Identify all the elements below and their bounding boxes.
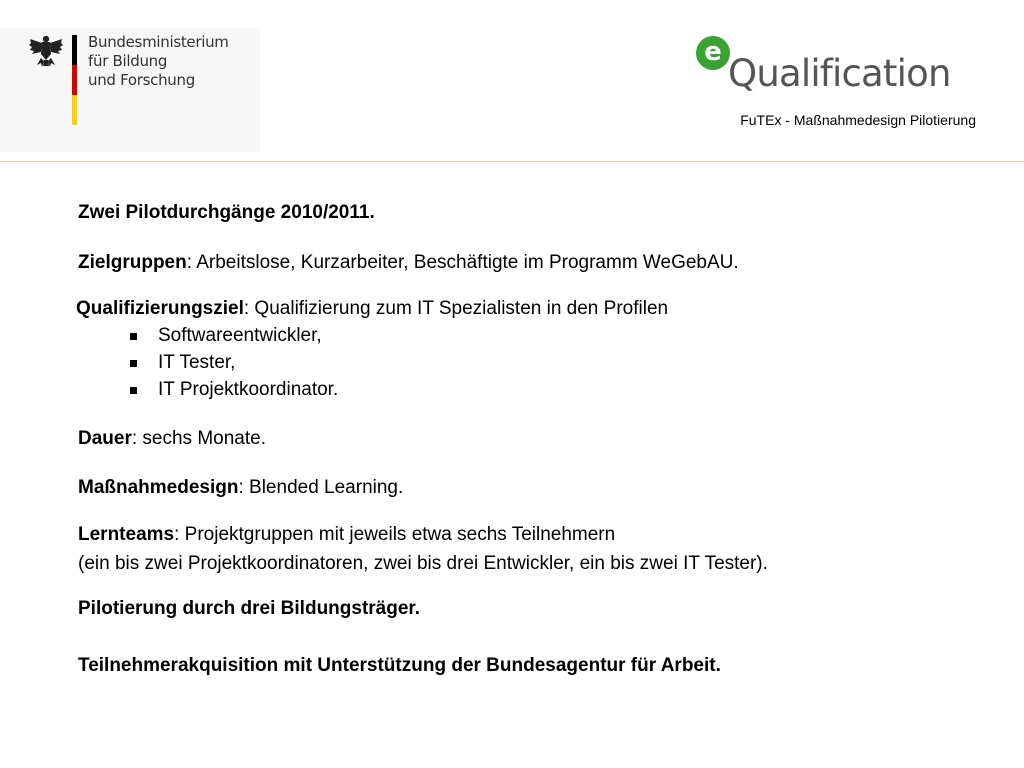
german-flag-stripe (72, 35, 77, 125)
ministry-line: Bundesministerium (88, 33, 229, 51)
dauer-label: Dauer (78, 428, 132, 449)
bmbf-logo (0, 28, 260, 152)
profile-label: IT Projektkoordinator. (158, 379, 339, 400)
qualifizierungsziel-label: Qualifizierungsziel (76, 298, 244, 319)
pilotierung-line: Pilotierung durch drei Bildungsträger. (78, 598, 421, 619)
lernteams-line (78, 524, 615, 546)
intro-line: Zwei Pilotdurchgänge 2010/2011. (78, 202, 375, 223)
qualifizierungsziel-line (76, 298, 668, 320)
ministry-name (88, 33, 229, 90)
profile-label: Softwareentwickler, (158, 325, 322, 346)
zielgruppen-text: : Arbeitslose, Kurzarbeiter, Beschäftigte im Programm WeGebAU. (186, 252, 739, 273)
logo-e-icon: e (696, 36, 730, 70)
bullet-square-icon (130, 333, 137, 340)
lernteams-label: Lernteams (78, 524, 175, 545)
dauer-line (78, 428, 266, 450)
list-item (130, 325, 338, 352)
massnahmedesign-text: : Blended Learning. (238, 477, 404, 498)
header-divider (0, 161, 1024, 162)
ministry-line: und Forschung (88, 71, 195, 89)
lernteams-detail: (ein bis zwei Projektkoordinatoren, zwei bis drei Entwickler, ein bis zwei IT Tester). (78, 553, 768, 574)
bullet-square-icon (130, 387, 137, 394)
profile-list (130, 325, 338, 406)
massnahmedesign-label: Maßnahmedesign (78, 477, 239, 498)
federal-eagle-icon (28, 32, 64, 72)
qualifizierungsziel-text: : Qualifizierung zum IT Spezialisten in den Profilen (243, 298, 669, 319)
list-item (130, 379, 338, 406)
zielgruppen-line (78, 252, 739, 274)
teilnehmer-line: Teilnehmerakquisition mit Unterstützung der Bundesagentur für Arbeit. (78, 655, 721, 676)
slide-subtitle: FuTEx - Maßnahmedesign Pilotierung (740, 112, 976, 128)
lernteams-text: : Projektgruppen mit jeweils etwa sechs Teilnehmern (174, 524, 616, 545)
logo-wordmark: Qualification (728, 52, 951, 95)
ministry-line: für Bildung (88, 52, 168, 70)
zielgruppen-label: Zielgruppen (78, 252, 187, 273)
list-item (130, 352, 338, 379)
bullet-square-icon (130, 360, 137, 367)
slide-header (0, 0, 1024, 162)
dauer-text: : sechs Monate. (131, 428, 266, 449)
profile-label: IT Tester, (158, 352, 236, 373)
massnahmedesign-line (78, 477, 403, 499)
